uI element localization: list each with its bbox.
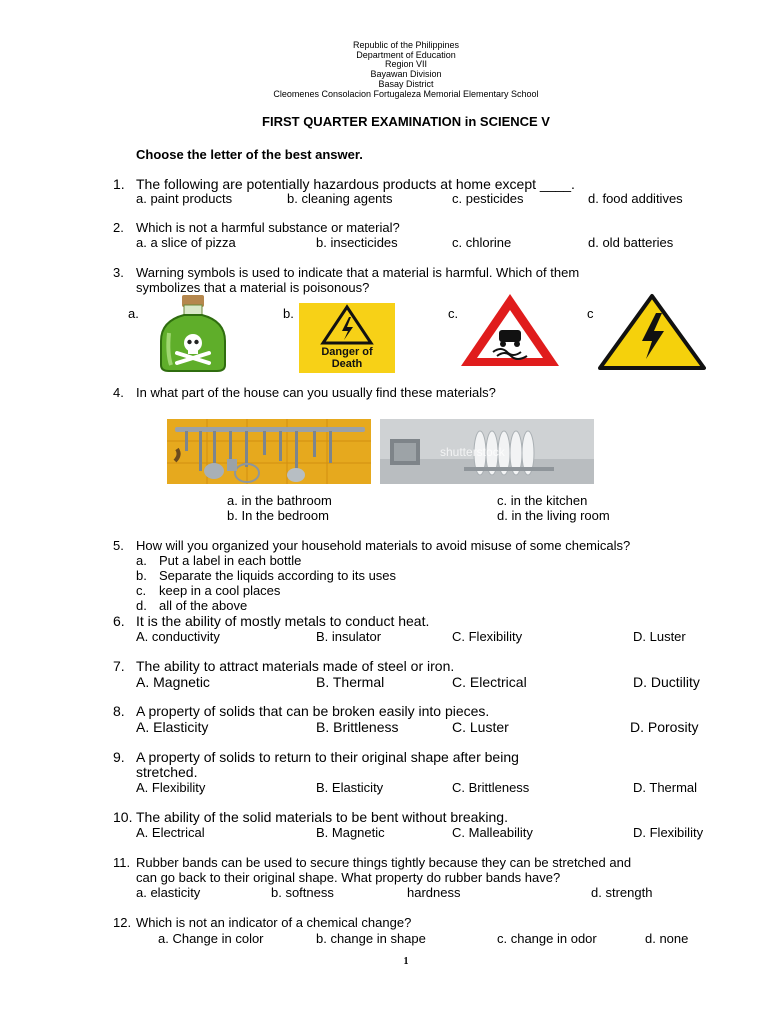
- q5-option-c-text: keep in a cool places: [159, 583, 281, 598]
- q2-option-a: a. a slice of pizza: [136, 235, 236, 250]
- q2-option-c: c. chlorine: [452, 235, 512, 250]
- q3-option-a: a.: [128, 306, 139, 321]
- q9-option-b: B. Elasticity: [316, 780, 384, 795]
- header-division: Bayawan Division: [370, 69, 442, 79]
- header-republic: Republic of the Philippines: [352, 40, 460, 50]
- q4-text: In what part of the house can you usually find these materials?: [136, 385, 496, 400]
- q1-option-c: c. pesticides: [452, 191, 524, 206]
- q2-number: 2.: [113, 220, 124, 235]
- q5-option-b-letter: b.: [136, 568, 147, 583]
- q7-option-c: C. Electrical: [452, 674, 527, 690]
- high-voltage-sign-icon: [598, 293, 706, 371]
- q4-option-b: b. In the bedroom: [227, 508, 329, 523]
- q8-text: A property of solids that can be broken easily into pieces.: [136, 703, 490, 719]
- q6-option-b: B. insulator: [316, 629, 382, 644]
- q1-number: 1.: [113, 176, 125, 192]
- header-district: Basay District: [378, 79, 434, 89]
- q9-text-line2: stretched.: [136, 764, 198, 780]
- q7-option-b: B. Thermal: [316, 674, 385, 690]
- dish-rack-image: [380, 419, 594, 484]
- q10-option-c: C. Malleability: [452, 825, 533, 840]
- q12-number: 12.: [113, 915, 132, 930]
- q2-text: Which is not a harmful substance or material?: [136, 220, 400, 235]
- q5-number: 5.: [113, 538, 124, 553]
- q7-option-a: A. Magnetic: [136, 674, 210, 690]
- q10-option-d: D. Flexibility: [633, 825, 704, 840]
- q1-option-d: d. food additives: [588, 191, 683, 206]
- q11-option-d: d. strength: [591, 885, 653, 900]
- page-number: 1: [403, 956, 409, 967]
- q9-number: 9.: [113, 749, 125, 765]
- q3-text-line2: symbolizes that a material is poisonous?: [136, 280, 370, 295]
- poison-bottle-icon: [153, 293, 233, 373]
- q4-number: 4.: [113, 385, 124, 400]
- header-region: Region VII: [384, 59, 428, 69]
- slippery-road-sign-icon: [457, 290, 563, 370]
- kitchen-utensils-image: [167, 419, 371, 484]
- q10-number: 10.: [113, 809, 133, 825]
- q3-option-d: c: [587, 306, 594, 321]
- q2-option-b: b. insecticides: [316, 235, 398, 250]
- q11-text-line2: can go back to their original shape. What property do rubber bands have?: [136, 870, 561, 885]
- q7-text: The ability to attract materials made of steel or iron.: [136, 658, 455, 674]
- q5-option-a-letter: a.: [136, 553, 147, 568]
- q4-option-d: d. in the living room: [497, 508, 610, 523]
- q12-option-a: a. Change in color: [158, 931, 264, 946]
- q8-option-d: D. Porosity: [630, 719, 699, 735]
- q11-text-line1: Rubber bands can be used to secure things tightly because they can be stretched and: [136, 855, 632, 870]
- q11-option-c: hardness: [407, 885, 461, 900]
- q9-option-d: D. Thermal: [633, 780, 698, 795]
- q9-text-line1: A property of solids to return to their original shape after being: [136, 749, 519, 765]
- instruction: Choose the letter of the best answer.: [136, 147, 363, 162]
- header-school: Cleomenes Consolacion Fortugaleza Memorial Elementary School: [273, 89, 539, 99]
- q9-option-c: C. Brittleness: [452, 780, 530, 795]
- q6-text: It is the ability of mostly metals to conduct heat.: [136, 613, 430, 629]
- q7-number: 7.: [113, 658, 125, 674]
- q7-option-d: D. Ductility: [633, 674, 700, 690]
- q10-option-a: A. Electrical: [136, 825, 205, 840]
- header-department: Department of Education: [356, 50, 456, 60]
- q3-number: 3.: [113, 265, 124, 280]
- q12-option-b: b. change in shape: [316, 931, 426, 946]
- watermark-text: shutterstock: [440, 445, 505, 459]
- q6-number: 6.: [113, 613, 125, 629]
- q3-option-c: c.: [448, 306, 459, 321]
- q5-option-b-text: Separate the liquids according to its uses: [159, 568, 397, 583]
- q6-option-c: C. Flexibility: [452, 629, 523, 644]
- q8-number: 8.: [113, 703, 125, 719]
- q4-option-c: c. in the kitchen: [497, 493, 588, 508]
- danger-of-death-sign-icon: [299, 303, 395, 373]
- q1-text: The following are potentially hazardous products at home except ____.: [136, 176, 575, 192]
- q1-option-b: b. cleaning agents: [287, 191, 393, 206]
- q12-option-c: c. change in odor: [497, 931, 597, 946]
- q3-text-line1: Warning symbols is used to indicate that a material is harmful. Which of them: [136, 265, 580, 280]
- q4-option-a: a. in the bathroom: [227, 493, 332, 508]
- q10-option-b: B. Magnetic: [316, 825, 385, 840]
- q12-text: Which is not an indicator of a chemical change?: [136, 915, 412, 930]
- q3-option-b: b.: [283, 306, 294, 321]
- sign-b-line2: Death: [331, 358, 363, 370]
- q2-option-d: d. old batteries: [588, 235, 674, 250]
- sign-b-line1: Danger of: [321, 346, 373, 358]
- q5-option-d-letter: d.: [136, 598, 147, 613]
- q9-option-a: A. Flexibility: [136, 780, 206, 795]
- q5-text: How will you organized your household materials to avoid misuse of some chemicals?: [136, 538, 631, 553]
- q11-number: 11.: [113, 855, 131, 870]
- q11-option-b: b. softness: [271, 885, 334, 900]
- q8-option-a: A. Elasticity: [136, 719, 209, 735]
- q6-option-a: A. conductivity: [136, 629, 220, 644]
- q10-text: The ability of the solid materials to be bent without breaking.: [136, 809, 508, 825]
- q8-option-b: B. Brittleness: [316, 719, 399, 735]
- q11-option-a: a. elasticity: [136, 885, 201, 900]
- q12-option-d: d. none: [645, 931, 689, 946]
- exam-title: FIRST QUARTER EXAMINATION in SCIENCE V: [262, 114, 550, 129]
- q5-option-d-text: all of the above: [159, 598, 248, 613]
- q8-option-c: C. Luster: [452, 719, 509, 735]
- q6-option-d: D. Luster: [633, 629, 686, 644]
- q5-option-a-text: Put a label in each bottle: [159, 553, 302, 568]
- q5-option-c-letter: c.: [136, 583, 147, 598]
- q1-option-a: a. paint products: [136, 191, 233, 206]
